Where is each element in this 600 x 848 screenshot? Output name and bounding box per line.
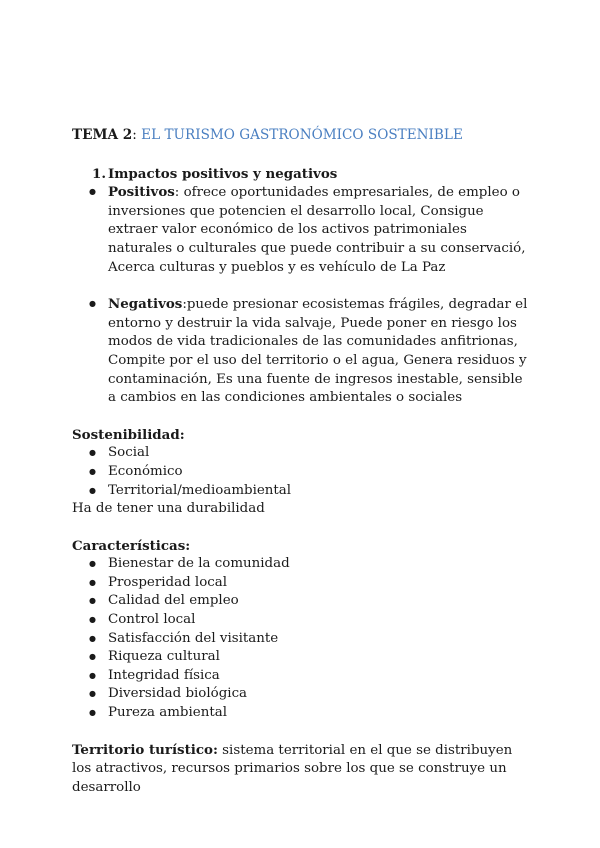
positive-separator: : xyxy=(174,185,184,201)
impacts-number: 1. xyxy=(92,165,106,182)
sustainability-heading: Sostenibilidad: xyxy=(72,426,185,443)
document-title xyxy=(72,126,532,145)
characteristics-heading: Características: xyxy=(72,537,191,554)
sustainability-note: Ha de tener una durabilidad xyxy=(72,501,265,517)
title-separator: : xyxy=(132,127,142,143)
negative-separator: : xyxy=(182,297,187,313)
list-item: ● Pureza ambiental xyxy=(72,704,532,723)
impacts-list-negative xyxy=(72,295,532,408)
territory-label: Territorio turístico: xyxy=(72,741,218,758)
title-prefix: TEMA 2 xyxy=(72,127,133,143)
list-item: ● Integridad física xyxy=(72,667,532,686)
territory-paragraph xyxy=(72,741,532,798)
impacts-heading-text: Impactos positivos y negativos xyxy=(108,165,338,182)
list-item: ● Prosperidad local xyxy=(72,574,532,593)
document-page xyxy=(72,126,532,797)
territory-text: sistema territorial en el que se distribuyen los atractivos, recursos primarios sobre los que se construye un desarrollo xyxy=(72,742,513,795)
impacts-heading xyxy=(92,165,532,184)
positive-label: Positivos xyxy=(108,184,175,201)
list-item: ● Satisfacción del visitante xyxy=(72,630,532,649)
list-item: ● Territorial/medioambiental xyxy=(72,482,532,501)
list-item: ● Riqueza cultural xyxy=(72,648,532,667)
negative-label: Negativos xyxy=(108,296,183,313)
list-item: ● Social xyxy=(72,444,532,463)
characteristics-list xyxy=(72,555,532,722)
impacts-list xyxy=(72,183,532,277)
list-item: ● Económico xyxy=(72,463,532,482)
negative-text: puede presionar ecosistemas frágiles, degradar el entorno y destruir la vida salvaje, Puede poner en riesgo los modos de vida tradicionales de las comunidades anfitrionas, Compite por el uso del territorio o el agua, Genera residuos y contaminación, Es una fuente de ingresos inestable, sensible a cambios en las condiciones ambientales o sociales xyxy=(108,297,528,406)
title-topic: EL TURISMO GASTRONÓMICO SOSTENIBLE xyxy=(141,127,463,143)
positive-text: ofrece oportunidades empresariales, de empleo o inversiones que potencien el desarrollo local, Consigue extraer valor económico de los activos patrimoniales naturales o culturales que puede contribuir a su conservació, Acerca culturas y pueblos y es vehículo de La Paz xyxy=(108,185,526,275)
list-item-positive xyxy=(72,183,532,277)
list-item: ● Calidad del empleo xyxy=(72,592,532,611)
sustainability-list xyxy=(72,444,532,500)
list-item: ● Diversidad biológica xyxy=(72,685,532,704)
list-item: ● Control local xyxy=(72,611,532,630)
list-item-negative xyxy=(72,295,532,408)
list-item: ● Bienestar de la comunidad xyxy=(72,555,532,574)
